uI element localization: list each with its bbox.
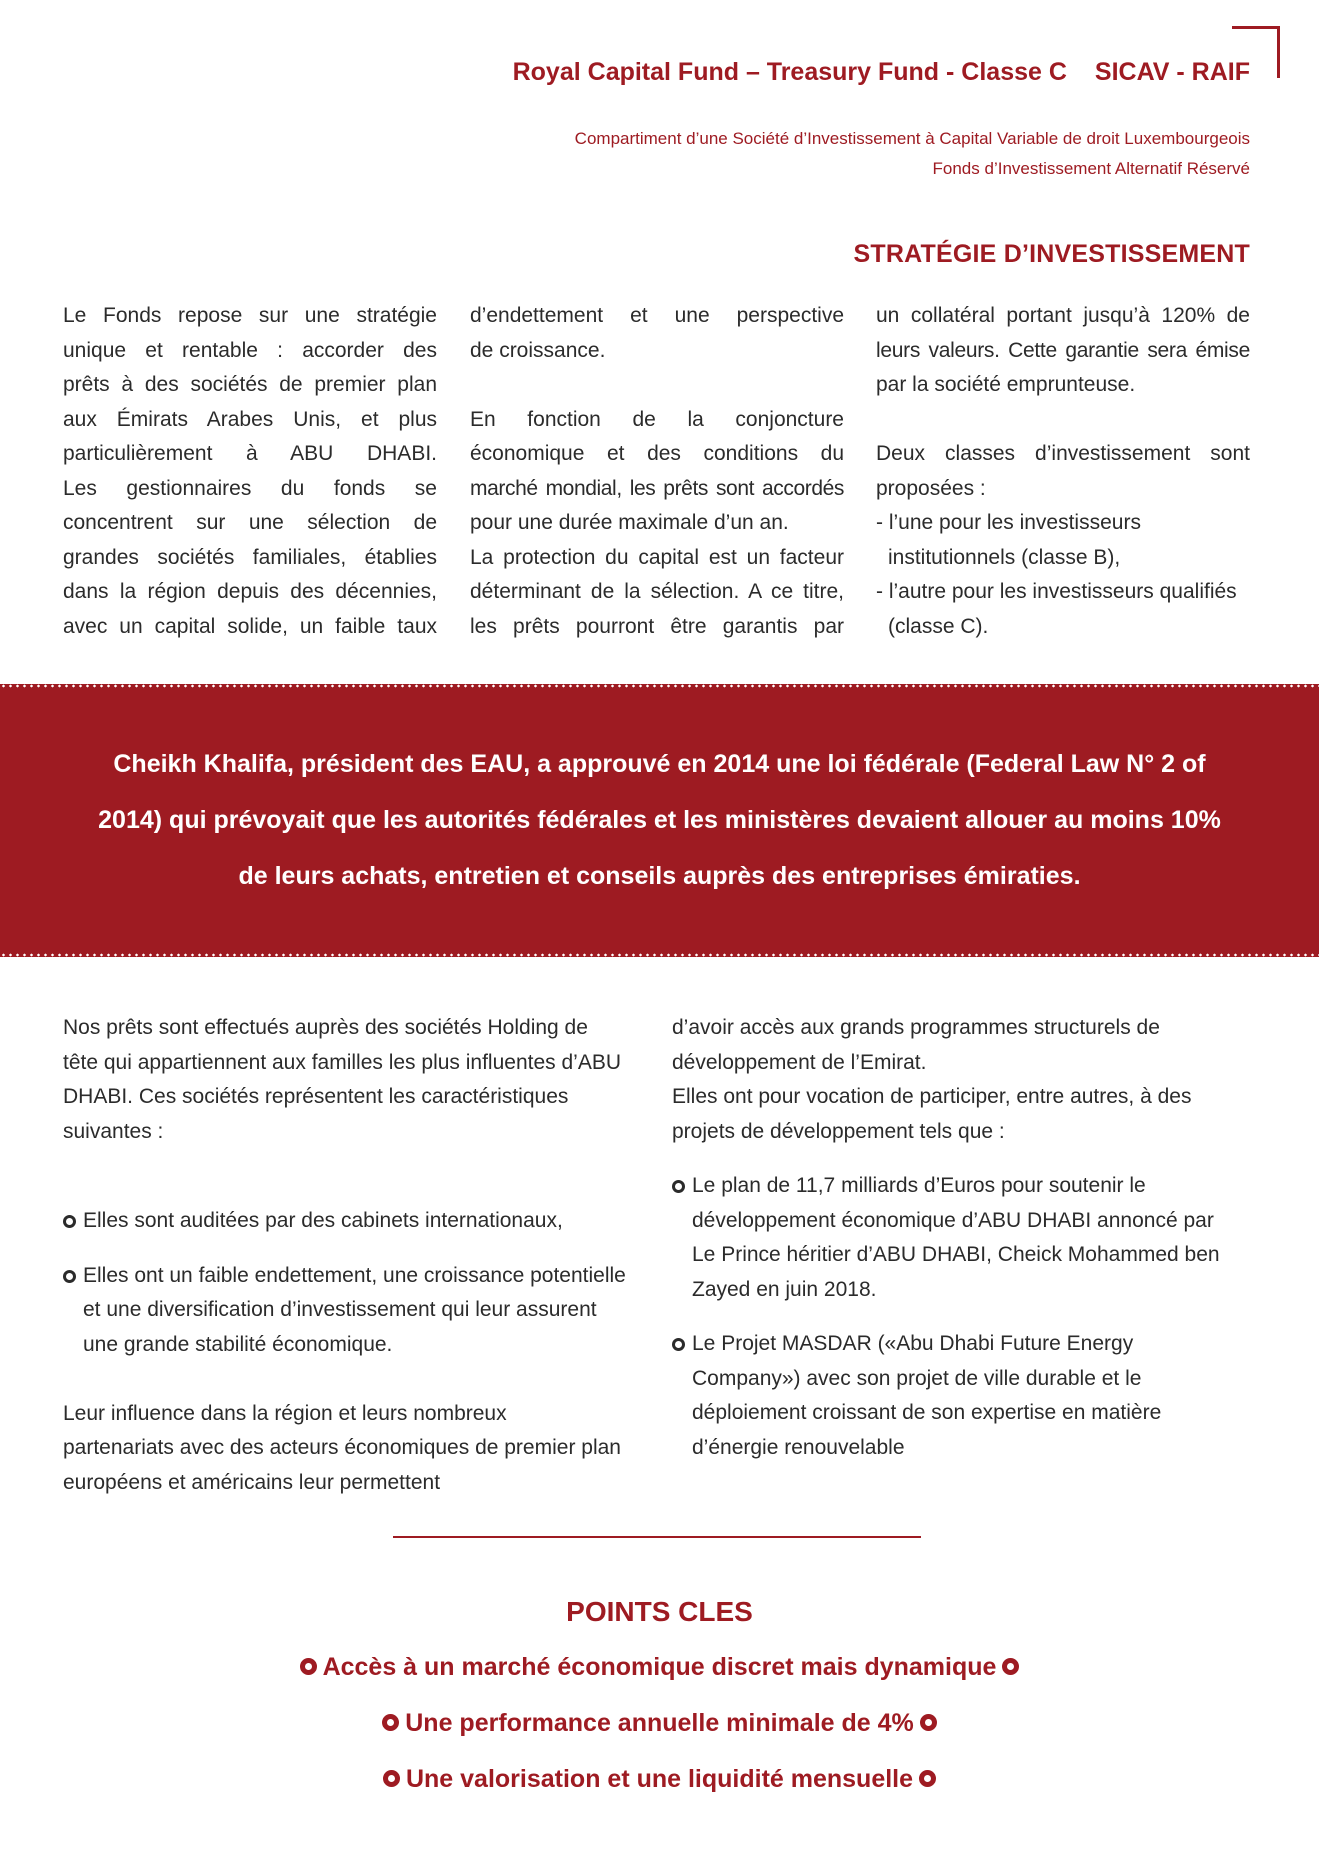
holdings-outro: Leur influence dans la région et leurs nombreux partenariats avec des acteurs économiques de premier plan européens et américains leur permettent	[63, 1401, 621, 1494]
strategy-line: Deux classes d’investissement sont	[876, 442, 1250, 465]
bullet-icon	[63, 1215, 76, 1228]
strategy-line: un collatéral portant jusqu’à 120% de	[876, 304, 1250, 327]
key-point-text: Accès à un marché économique discret mais dynamique	[322, 1653, 997, 1681]
holdings-bullet	[63, 1259, 633, 1363]
investor-class-item: - l’une pour les investisseurs institutionnels (classe B),	[876, 511, 1141, 569]
project-bullet-text: Le plan de 11,7 milliards d’Euros pour soutenir le développement économique d’ABU DHABI annoncé par Le Prince héritier d’ABU DHABI, Cheick Mohammed ben Zayed en juin 2018.	[692, 1174, 1220, 1301]
strategy-line: aux Émirats Arabes Unis, et plus	[63, 407, 437, 431]
bullet-icon	[63, 1270, 76, 1283]
strategy-line: les prêts pourront être garantis par	[470, 614, 844, 638]
strategy-line: par la société emprunteuse.	[876, 373, 1136, 396]
fund-type: SICAV - RAIF	[1094, 58, 1250, 86]
holdings-bullet-text: Elles ont un faible endettement, une croissance potentielle et une diversification d’investissement qui leur assurent une grande stabilité économique.	[83, 1263, 626, 1356]
strategy-line: proposées :	[876, 476, 986, 500]
law-banner	[0, 684, 1319, 957]
key-point	[0, 1709, 1319, 1738]
fund-title	[513, 58, 1250, 87]
key-point	[0, 1653, 1319, 1682]
strategy-line: unique et rentable : accorder des	[63, 338, 437, 362]
strategy-line: leurs valeurs. Cette garantie sera émise	[876, 338, 1250, 362]
strategy-line: dans la région depuis des décennies,	[63, 580, 437, 603]
holdings-bullet	[63, 1204, 633, 1239]
law-banner-text	[40, 736, 1279, 904]
key-point-text: Une performance annuelle minimale de 4%	[405, 1709, 914, 1737]
strategy-line: La protection du capital est un facteur	[470, 545, 844, 569]
strategy-column-2	[470, 299, 844, 644]
holdings-right-paragraph: Elles ont pour vocation de participer, entre autres, à des projets de développement tels que :	[672, 1085, 1192, 1143]
project-bullet-text: Le Projet MASDAR («Abu Dhabi Future Energy Company») avec son projet de ville durable et le déploiement croissant de son expertise en matière d’énergie renouvelable	[692, 1332, 1162, 1459]
bullet-icon	[300, 1658, 317, 1675]
banner-top-edge	[0, 684, 1319, 688]
strategy-line: grandes sociétés familiales, établies	[63, 545, 437, 569]
bullet-icon	[383, 1770, 400, 1787]
strategy-line: pour une durée maximale d’un an.	[470, 511, 789, 534]
bullet-icon	[382, 1714, 399, 1731]
holdings-bullet-text: Elles sont auditées par des cabinets internationaux,	[83, 1209, 563, 1232]
key-point	[0, 1765, 1319, 1794]
investor-class-item: - l’autre pour les investisseurs qualifiés (classe C).	[876, 580, 1237, 638]
key-point-text: Une valorisation et une liquidité mensuelle	[405, 1765, 914, 1793]
strategy-line: avec un capital solide, un faible taux	[63, 614, 437, 638]
holdings-right-paragraph: d’avoir accès aux grands programmes structurels de développement de l’Emirat.	[672, 1016, 1160, 1074]
project-bullet	[672, 1327, 1192, 1465]
fund-name: Royal Capital Fund – Treasury Fund - Classe C	[512, 58, 1067, 86]
banner-line: Cheikh Khalifa, président des EAU, a approuvé en 2014 une loi fédérale (Federal Law N° 2 of	[113, 750, 1206, 778]
strategy-line: d’endettement et une perspective	[470, 304, 844, 327]
bullet-icon	[672, 1180, 685, 1193]
strategy-line: Les gestionnaires du fonds se	[63, 476, 437, 500]
holdings-column-left	[63, 1011, 633, 1500]
strategy-line: particulièrement à ABU DHABI.	[63, 442, 437, 465]
bullet-icon	[1002, 1658, 1019, 1675]
strategy-line: prêts à des sociétés de premier plan	[63, 373, 437, 396]
holdings-intro: Nos prêts sont effectués auprès des sociétés Holding de tête qui appartiennent aux familles les plus influentes d’ABU DHABI. Ces sociétés représentent les caractéristiques suivantes :	[63, 1016, 621, 1143]
strategy-line: économique et des conditions du	[470, 442, 844, 465]
project-bullet	[672, 1169, 1232, 1307]
strategy-column-3	[876, 299, 1250, 644]
key-points-title: POINTS CLES	[566, 1596, 753, 1627]
fund-subtitle-2: Fonds d’Investissement Alternatif Réservé	[932, 159, 1250, 178]
strategy-line: En fonction de la conjoncture	[470, 407, 844, 431]
fund-subtitle-1: Compartiment d’une Société d’Investissement à Capital Variable de droit Luxembourgeois	[574, 129, 1250, 148]
banner-line: de leurs achats, entretien et conseils auprès des entreprises émiraties.	[238, 862, 1081, 890]
strategy-column-1	[63, 299, 437, 644]
strategy-line: déterminant de la sélection. A ce titre,	[470, 580, 844, 603]
banner-bottom-edge	[0, 953, 1319, 957]
bullet-icon	[920, 1714, 937, 1731]
strategy-line: de croissance.	[470, 338, 606, 362]
bullet-icon	[919, 1770, 936, 1787]
section-title: STRATÉGIE D’INVESTISSEMENT	[853, 240, 1250, 268]
strategy-line: Le Fonds repose sur une stratégie	[63, 304, 437, 327]
strategy-line: concentrent sur une sélection de	[63, 511, 437, 534]
banner-line: 2014) qui prévoyait que les autorités fédérales et les ministères devaient allouer au moins 10%	[98, 806, 1221, 834]
holdings-column-right	[672, 1011, 1252, 1465]
section-divider	[393, 1536, 921, 1538]
strategy-line: marché mondial, les prêts sont accordés	[470, 476, 844, 500]
bullet-icon	[672, 1338, 685, 1351]
